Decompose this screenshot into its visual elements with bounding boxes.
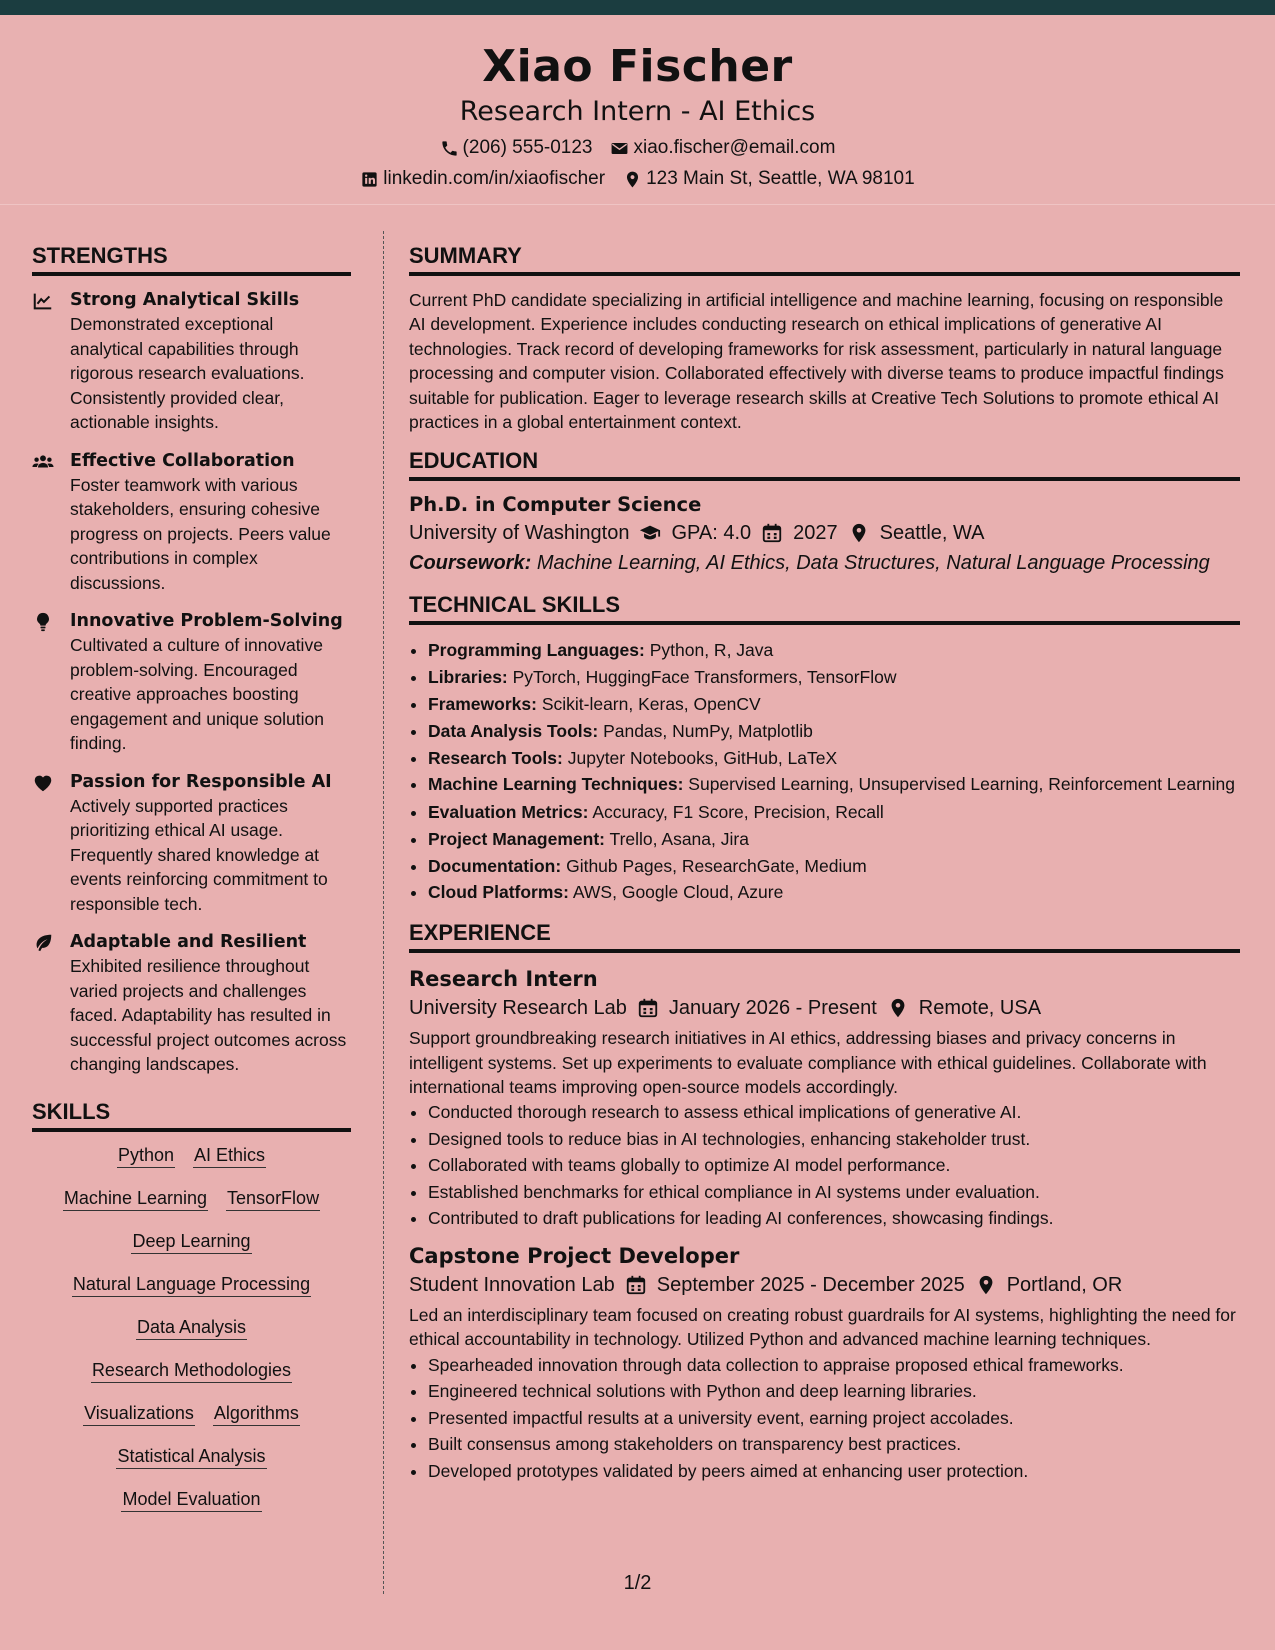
job-bullets [409,1352,1240,1485]
job-description: Support groundbreaking research initiatives in AI ethics, addressing biases and privacy concerns in intelligent systems. Set up experiments to evaluate compliance with ethical guidelines. Collaborate with international teams improving open-source models accordingly. [409,1028,1207,1097]
strength-title: Innovative Problem-Solving [70,611,343,631]
envelope-icon [610,139,629,158]
map-pin-icon [623,170,642,189]
summary-heading: SUMMARY [409,243,1240,276]
gpa-text: GPA: 4.0 [671,522,752,545]
tech-label: Project Management: [428,828,605,849]
tech-label: Frameworks: [428,694,537,715]
list-item: • Built consensus among stakeholders on transparency best practices. [428,1431,1240,1458]
phone-contact [440,136,593,160]
top-accent-bar [0,0,1275,15]
list-item: • Spearheaded innovation through data collection to appraise proposed ethical frameworks. [428,1352,1240,1379]
graduation-cap-icon [639,522,661,544]
skill-tag: AI Ethics [193,1144,266,1168]
calendar-icon [761,522,783,544]
linkedin-text: linkedin.com/in/xiaofischer [383,168,606,189]
tech-value: PyTorch, HuggingFace Transformers, TensorFlow [512,667,897,688]
technical-skills-heading: TECHNICAL SKILLS [409,592,1240,625]
strength-desc: Actively supported practices prioritizing ethical AI usage. Frequently shared knowledge at events reinforcing commitment to responsible tech. [70,795,328,914]
education-heading: EDUCATION [409,448,1240,481]
map-pin-icon [887,997,909,1019]
strength-title: Strong Analytical Skills [70,290,300,310]
job-location: Portland, OR [1006,1273,1123,1296]
lightbulb-icon [32,611,54,633]
list-item [428,853,1240,880]
skill-tag: Natural Language Processing [72,1273,311,1297]
coursework-label: Coursework: [409,552,532,575]
degree-title: Ph.D. in Computer Science [409,493,702,517]
list-item: • Engineered technical solutions with Python and deep learning libraries. [428,1378,1240,1405]
skill-tag: Algorithms [213,1402,300,1426]
strength-desc: Cultivated a culture of innovative problem-solving. Encouraged creative approaches boosting engagement and unique solution finding. [70,635,324,753]
strength-item [32,288,351,435]
strength-item [32,609,351,756]
skill-tag: Research Methodologies [91,1359,292,1383]
skill-tag: Deep Learning [131,1230,251,1254]
job-dates: January 2026 - Present [668,997,877,1020]
education-location: Seattle, WA [879,522,985,545]
job-title: Research Intern [409,967,598,992]
skill-tag: Machine Learning [63,1187,208,1211]
tech-value: Supervised Learning, Unsupervised Learning, Reinforcement Learning [688,774,1236,795]
skill-tag: TensorFlow [226,1187,320,1211]
linkedin-icon [360,170,379,189]
resume-header [0,15,1275,205]
list-item [428,745,1240,772]
map-pin-icon [975,1274,997,1296]
job-description: Led an interdisciplinary team focused on creating robust guardrails for AI systems, highlighting the need for ethical accountability in technology. Utilized Python and advanced machine learning techniques. [409,1304,1236,1350]
tech-value: Pandas, NumPy, Matplotlib [603,720,813,741]
phone-text: (206) 555-0123 [462,137,593,158]
strength-item [32,770,351,917]
coursework-text: Machine Learning, AI Ethics, Data Structures, Natural Language Processing [536,552,1210,575]
tech-value: Jupyter Notebooks, GitHub, LaTeX [567,747,838,768]
job-meta [409,1270,1240,1300]
job-meta [409,993,1240,1023]
skill-tag: Python [117,1144,175,1168]
education-meta [409,518,1240,548]
school-name: University of Washington [409,522,630,545]
email-contact[interactable] [610,136,835,160]
summary-text: Current PhD candidate specializing in artificial intelligence and machine learning, focusing on responsible AI development. Experience includes conducting research on ethical implications of generative AI technologies. Track record of developing frameworks for risk assessment, particularly in natural language processing and computer vision. Collaborated effectively with diverse teams to produce impactful findings suitable for publication. Eager to leverage research skills at Creative Tech Solutions to promote ethical AI practices in a global entertainment context. [409,290,1224,433]
list-item [428,718,1240,745]
candidate-role: Research Intern - AI Ethics [459,96,816,127]
tech-value: AWS, Google Cloud, Azure [572,882,784,903]
list-item: • Established benchmarks for ethical compliance in AI systems under evaluation. [428,1179,1240,1206]
tech-label: Documentation: [428,855,562,876]
strength-title: Passion for Responsible AI [70,771,332,792]
job-entry [409,1242,1240,1484]
strength-desc: Foster teamwork with various stakeholders, ensuring cohesive progress on projects. Peers value contributions in complex discussions. [70,474,331,593]
job-title: Capstone Project Developer [409,1243,740,1268]
tech-value: Python, R, Java [649,640,774,661]
list-item [428,799,1240,826]
skill-tag: Statistical Analysis [116,1445,266,1469]
job-org: Student Innovation Lab [409,1273,615,1296]
tech-label: Data Analysis Tools: [428,720,599,741]
list-item [428,826,1240,853]
candidate-name: Xiao Fischer [482,41,793,92]
list-item: • Presented impactful results at a university event, earning project accolades. [428,1405,1240,1432]
strength-item [32,930,351,1077]
right-column [409,243,1240,1484]
list-item [428,772,1240,797]
tech-label: Machine Learning Techniques: [428,774,684,795]
strength-desc: Exhibited resilience throughout varied projects and challenges faced. Adaptability has resulted in successful project outcomes across changing landscapes. [70,956,347,1074]
list-item [428,637,1240,664]
contact-line-1 [0,136,1275,160]
column-divider [383,231,384,1594]
list-item: • Designed tools to reduce bias in AI technologies, enhancing stakeholder trust. [428,1126,1240,1153]
coursework-line [409,548,1240,578]
graduation-year: 2027 [793,522,838,545]
job-org: University Research Lab [409,997,627,1020]
strength-title: Adaptable and Resilient [70,932,307,952]
job-entry [409,965,1240,1232]
technical-skills-list [409,637,1240,906]
strength-title: Effective Collaboration [70,450,295,471]
linkedin-contact[interactable] [360,167,605,191]
tech-label: Programming Languages: [428,640,645,661]
tech-value: Trello, Asana, Jira [609,828,749,849]
contact-line-2 [0,167,1275,191]
tech-label: Research Tools: [428,747,563,768]
skills-heading: SKILLS [32,1099,351,1132]
left-column [32,243,351,1531]
experience-heading: EXPERIENCE [409,920,1240,953]
calendar-icon [625,1274,647,1296]
list-item [428,879,1240,906]
calendar-icon [637,997,659,1019]
skills-list [32,1144,351,1512]
address-contact [623,167,915,191]
list-item: • Collaborated with teams globally to optimize AI model performance. [428,1152,1240,1179]
list-item: • Conducted thorough research to assess ethical implications of generative AI. [428,1099,1240,1126]
strength-desc: Demonstrated exceptional analytical capabilities through rigorous research evaluations. Consistently provided clear, actionable insights. [70,314,305,432]
heart-icon [32,772,54,794]
list-item [428,691,1240,718]
tech-label: Cloud Platforms: [428,882,569,903]
tech-value: Accuracy, F1 Score, Precision, Recall [592,801,884,822]
list-item: • Contributed to draft publications for leading AI conferences, showcasing findings. [428,1205,1240,1232]
skill-tag: Data Analysis [136,1316,247,1340]
job-dates: September 2025 - December 2025 [656,1273,965,1296]
skill-tag: Model Evaluation [121,1488,261,1512]
email-text: xiao.fischer@email.com [633,137,836,158]
tech-value: Github Pages, ResearchGate, Medium [566,855,867,876]
job-bullets [409,1099,1240,1232]
tech-label: Libraries: [428,667,508,688]
address-text: 123 Main St, Seattle, WA 98101 [646,168,915,189]
chart-line-icon [32,290,54,312]
tech-value: Scikit-learn, Keras, OpenCV [541,694,761,715]
strengths-heading: STRENGTHS [32,243,351,276]
list-item [428,664,1240,691]
page-number: 1/2 [623,1572,652,1594]
job-location: Remote, USA [918,997,1042,1020]
phone-icon [440,139,459,158]
list-item: • Developed prototypes validated by peers aimed at enhancing user protection. [428,1458,1240,1485]
leaf-icon [32,932,54,954]
users-icon [32,451,54,473]
tech-label: Evaluation Metrics: [428,801,589,822]
skill-tag: Visualizations [83,1402,195,1426]
strength-item [32,449,351,596]
map-pin-icon [848,522,870,544]
